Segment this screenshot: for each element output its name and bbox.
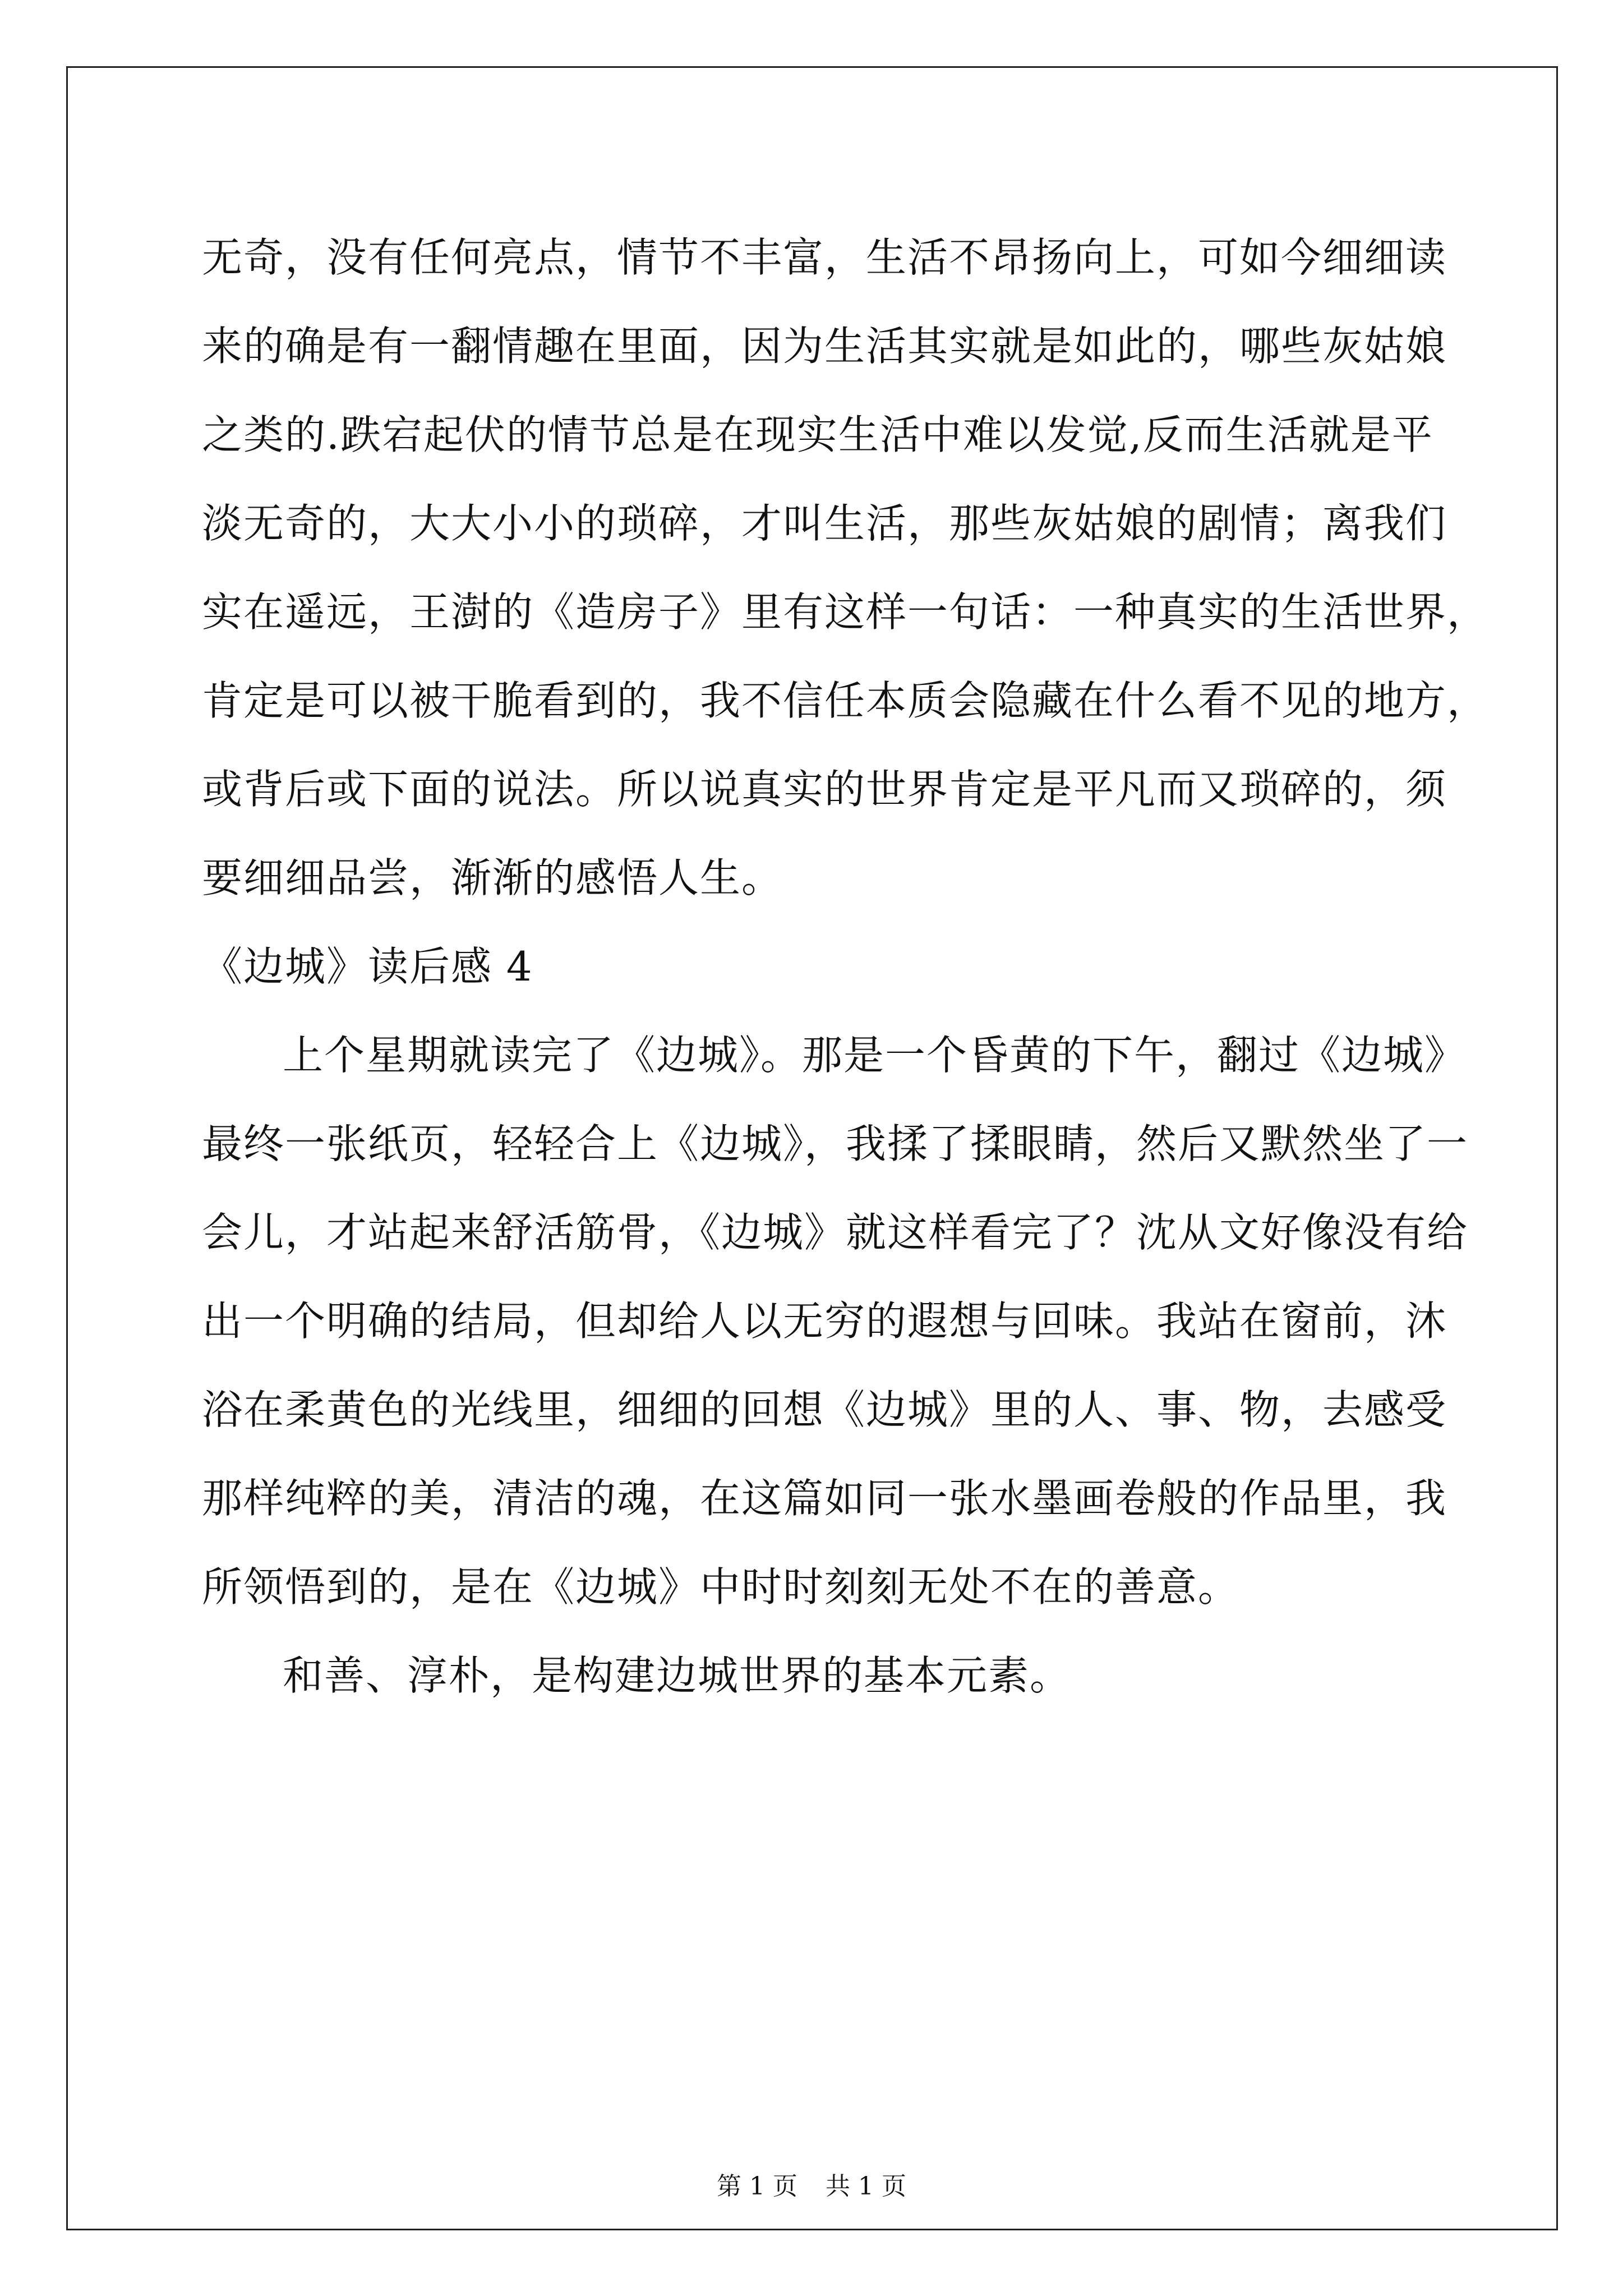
text-line: 淡无奇的，大大小小的琐碎，才叫生活，那些灰姑娘的剧情；离我们 <box>202 500 1447 547</box>
text-line: 无奇，没有任何亮点，情节不丰富，生活不昂扬向上，可如今细细读 <box>202 234 1447 281</box>
page-total: 共 1 页 <box>826 2172 906 2201</box>
text-line: 之类的.跌宕起伏的情节总是在现实生活中难以发觉,反而生活就是平 <box>202 411 1433 458</box>
text-line: 最终一张纸页，轻轻合上《边城》，我揉了揉眼睛，然后又默然坐了一 <box>202 1120 1469 1167</box>
page-footer <box>0 2170 1623 2203</box>
text-line: 要细细品尝，渐渐的感悟人生。 <box>202 854 783 901</box>
text-line: 上个星期就读完了《边城》。那是一个昏黄的下午，翻过《边城》 <box>283 1032 1467 1079</box>
text-line: 浴在柔黄色的光线里，细细的回想《边城》里的人、事、物，去感受 <box>202 1386 1447 1433</box>
text-line: 出一个明确的结局，但却给人以无穷的遐想与回味。我站在窗前，沐 <box>202 1297 1447 1345</box>
text-line: 实在遥远，王澍的《造房子》里有这样一句话：一种真实的生活世界， <box>202 588 1489 636</box>
document-body <box>202 213 1489 1720</box>
text-line: 或背后或下面的说法。所以说真实的世界肯定是平凡而又琐碎的，须 <box>202 766 1447 813</box>
text-line: 所领悟到的，是在《边城》中时时刻刻无处不在的善意。 <box>202 1563 1240 1611</box>
page-number: 第 1 页 <box>717 2172 797 2201</box>
text-line: 那样纯粹的美，清洁的魂，在这篇如同一张水墨画卷般的作品里，我 <box>202 1475 1447 1522</box>
text-line: 肯定是可以被干脆看到的，我不信任本质会隐藏在什么看不见的地方， <box>202 677 1489 724</box>
section-heading: 《边城》读后感 4 <box>202 943 533 990</box>
text-line: 会儿，才站起来舒活筋骨，《边城》就这样看完了？沈从文好像没有给 <box>202 1209 1469 1256</box>
text-line: 和善、淳朴，是构建边城世界的基本元素。 <box>283 1652 1072 1699</box>
text-line: 来的确是有一翻情趣在里面，因为生活其实就是如此的，哪些灰姑娘 <box>202 323 1447 370</box>
